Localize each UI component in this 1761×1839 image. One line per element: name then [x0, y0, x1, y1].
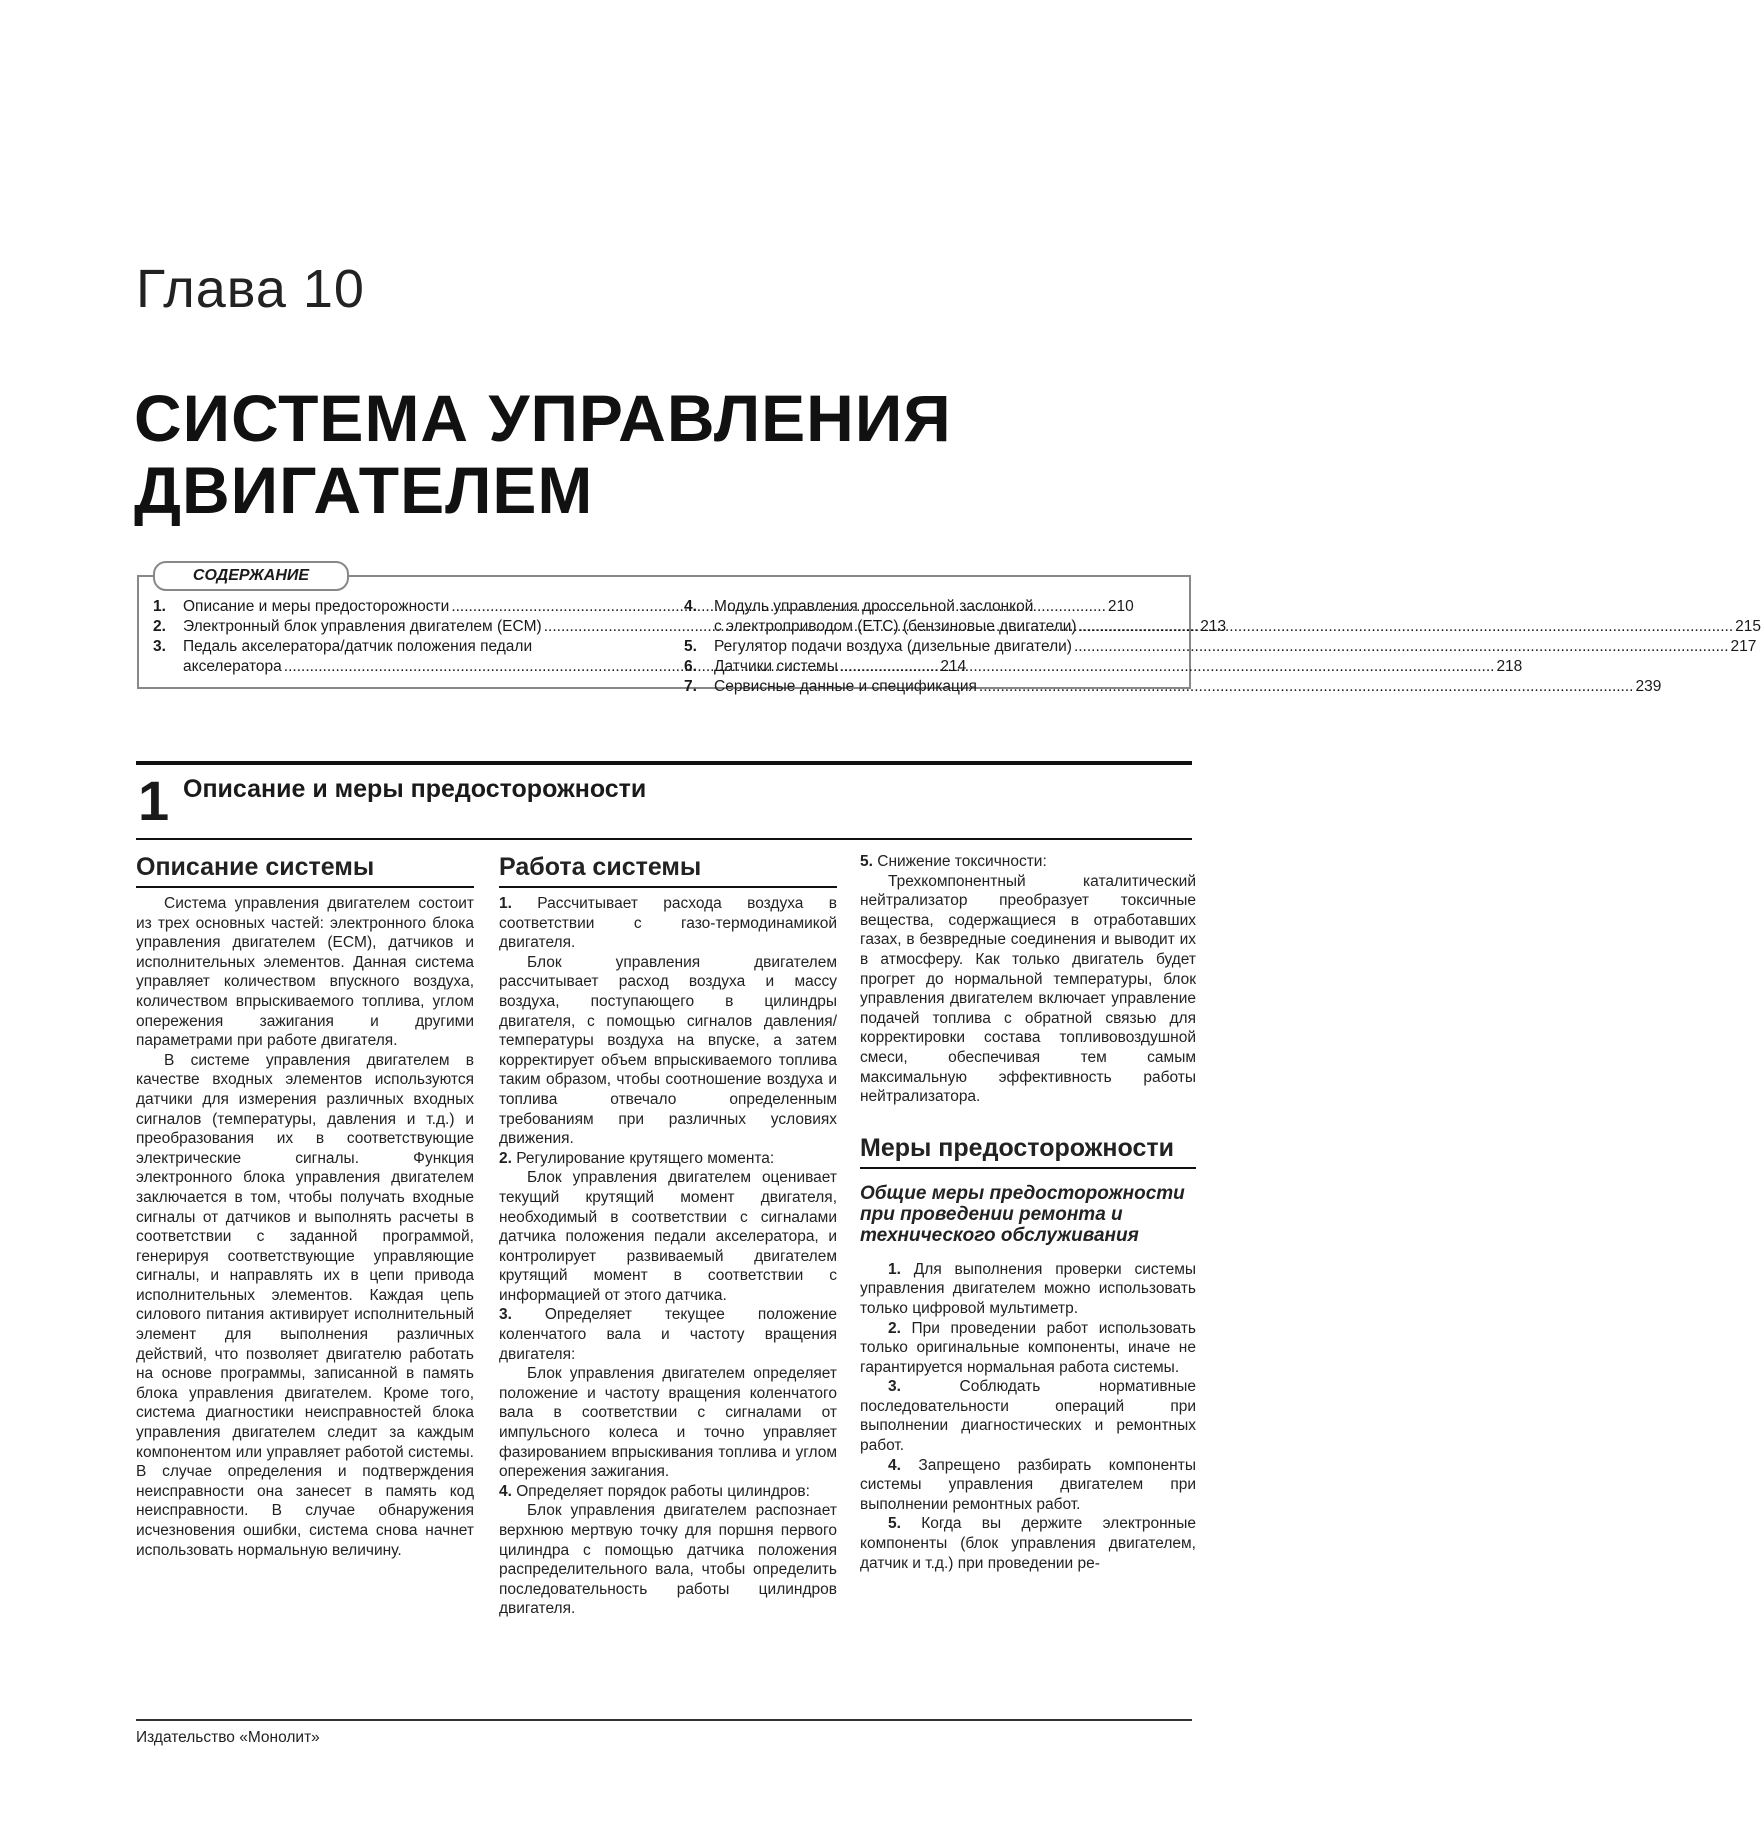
- list-item: [860, 1319, 1196, 1378]
- list-item: [499, 1149, 837, 1169]
- chapter-title: [134, 382, 952, 526]
- item-number: 1.: [888, 1260, 901, 1278]
- chapter-title-line-1: СИСТЕМА УПРАВЛЕНИЯ: [134, 381, 952, 455]
- column-3: [860, 852, 1196, 1573]
- paragraph: Блок управления двигателем определяет положение и частоту вращения коленчатого вала в соответствии с сигналами от импульсного колеса и точно управляет фазированием впрыскивания топлива и углом опережения зажигания.: [499, 1365, 837, 1481]
- precautions-list: [860, 1260, 1196, 1574]
- item-text: Определяет текущее положение коленчатого вала и частоту вращения двигателя:: [499, 1306, 837, 1363]
- heading-system-description: Описание системы: [136, 852, 474, 888]
- contents-item-line: [714, 617, 1761, 637]
- item-number: 5.: [888, 1515, 901, 1533]
- column-2: [499, 852, 837, 1619]
- item-number: 1.: [499, 895, 512, 912]
- list-item: [499, 1305, 837, 1364]
- contents-item-number: 4.: [684, 598, 697, 615]
- list-item: [860, 852, 1196, 872]
- item-text: Соблюдать нормативные последовательности операций при выполнении диагностических и ремонтных работ.: [860, 1378, 1196, 1455]
- paragraph: Блок управления двигателем распознает верхнюю мертвую точку для поршня первого цилиндра с помощью датчика положения распределительного вала, чтобы определить последовательность работы цилиндров двигателя.: [499, 1502, 837, 1618]
- contents-item-page: 239: [1635, 678, 1662, 695]
- subheading-general-precautions: Общие меры предосторожности при проведении ремонта и технического обслуживания: [860, 1182, 1185, 1246]
- contents-item-page: 213: [1200, 618, 1227, 635]
- item-text: Регулирование крутящего момента:: [516, 1149, 775, 1167]
- contents-item-text: Сервисные данные и спецификация: [714, 678, 977, 695]
- list-item: [860, 1377, 1196, 1455]
- contents-item-page: 217: [1730, 638, 1757, 655]
- contents-item-number: 3.: [153, 638, 166, 655]
- contents-dot-leader: [1074, 637, 1729, 657]
- contents-item-number: 6.: [684, 658, 697, 675]
- contents-item-page: 215: [1735, 618, 1761, 635]
- item-text: Определяет порядок работы цилиндров:: [516, 1482, 810, 1500]
- list-item: [860, 1514, 1196, 1573]
- contents-item-number: 5.: [684, 638, 697, 655]
- contents-item-line: [714, 677, 1661, 697]
- footer-rule: [136, 1719, 1192, 1721]
- list-item: [860, 1456, 1196, 1515]
- contents-item-number: 7.: [684, 678, 697, 695]
- item-number: 3.: [499, 1306, 512, 1324]
- chapter-label: Глава 10: [136, 259, 365, 319]
- contents-item-body: [714, 677, 1661, 697]
- publisher-footer: Издательство «Монолит»: [136, 1729, 320, 1746]
- paragraph: Блок управления двигателем оценивает текущий крутящий момент двигателя, необходимый в соответствии с сигналами датчика положения педали акселератора, и контролирует развиваемый двигателем крутящий момент в соответствии с информацией от этого датчика.: [499, 1169, 837, 1304]
- contents-item-line: [714, 657, 1522, 677]
- contents-item: [684, 677, 1662, 697]
- operation-list: [499, 894, 837, 1619]
- contents-item-text: Описание и меры предосторожности: [183, 598, 450, 615]
- contents-item-page: 218: [1496, 658, 1523, 675]
- item-number: 2.: [888, 1319, 901, 1337]
- item-number: 3.: [888, 1378, 901, 1396]
- contents-item-body: [714, 657, 1522, 677]
- contents-item-page: 210: [1107, 598, 1134, 615]
- contents-item-body: [714, 637, 1756, 657]
- section-title: Описание и меры предосторожности: [183, 775, 647, 803]
- chapter-title-line-2: ДВИГАТЕЛЕМ: [134, 453, 594, 527]
- contents-item: [684, 637, 1757, 657]
- contents-dot-leader: [1079, 617, 1734, 637]
- item-text: Запрещено разбирать компоненты системы управления двигателем при выполнении ремонтных работ.: [860, 1456, 1196, 1513]
- section-bottom-rule: [136, 838, 1192, 840]
- column-1: [136, 852, 474, 1560]
- contents-item-body: [714, 597, 1761, 637]
- contents-dot-leader: [840, 657, 1495, 677]
- section-number: 1: [138, 769, 170, 832]
- contents-item-text: акселератора: [183, 658, 282, 675]
- list-item: [499, 1482, 837, 1502]
- contents-tab-label: СОДЕРЖАНИЕ: [153, 561, 349, 591]
- item-number: 4.: [888, 1456, 901, 1474]
- contents-dot-leader: [979, 677, 1634, 697]
- contents-item-text: с электроприводом (ETC) (бензиновые двигатели): [714, 618, 1077, 635]
- item-number: 2.: [499, 1149, 512, 1167]
- heading-precautions: Меры предосторожности: [860, 1133, 1196, 1169]
- item-text: Рассчитывает расхода воздуха в соответствии с газо-термодинамикой двигателя.: [499, 895, 837, 952]
- contents-box: [137, 567, 1761, 695]
- contents-item-text: Электронный блок управления двигателем (ECM): [183, 618, 542, 635]
- paragraph: В системе управления двигателем в качестве входных элементов используются датчики для измерения различных входных сигналов (температуры, давления и т.д.) и преобразования их в соответствующие электрические сигналы. Функция электронного блока управления двигателем заключается в том, чтобы получать входные сигналы от датчиков и выполнять расчеты в соответствии с заданной программой, генерируя соответствующие управляющие сигналы, и направлять их в цепи привода исполнительных элементов. Каждая цепь силового питания активирует исполнительный элемент для выполнения различных действий, что позволяет двигателю работать на основе программы, записанной в память блока управления двигателем. Кроме того, система диагностики неисправностей блока управления двигателем следит за каждым компонентом или управляет работой системы. В случае определения и подтверждения неисправности она занесет в память код неисправности. В случае обнаружения исчезновения ошибки, система снова начнет использовать нормальную величину.: [136, 1051, 474, 1559]
- section-top-rule: [136, 761, 1192, 765]
- paragraph: Система управления двигателем состоит из трех основных частей: электронного блока управления двигателем (ECM), датчиков и исполнительных элементов. Данная система управляет количеством впускного воздуха, количеством впрыскиваемого топлива, углом опережения зажигания и другими параметрами при работе двигателя.: [136, 895, 474, 1050]
- contents-item-number: 2.: [153, 618, 166, 635]
- item-number: 5.: [860, 853, 873, 870]
- contents-item-line: [714, 637, 1756, 657]
- paragraph: Блок управления двигателем рассчитывает расход воздуха и массу воздуха, поступающего в цилиндры двигателя, с помощью сигналов давления/температуры воздуха на впуске, а затем корректирует объем впрыскиваемого топлива таким образом, чтобы соотношение воздуха и топлива отвечало определенным требованиям при различных условиях движения.: [499, 953, 837, 1148]
- list-item: [499, 894, 837, 953]
- item-number: 4.: [499, 1482, 512, 1500]
- contents-item-text: Датчики системы: [714, 658, 838, 675]
- item-text: Для выполнения проверки системы управления двигателем можно использовать только цифровой мультиметр.: [860, 1260, 1196, 1317]
- contents-item: [684, 657, 1523, 677]
- item-text: Снижение токсичности:: [877, 853, 1047, 870]
- contents-item-number: 1.: [153, 598, 166, 615]
- contents-item-text: Регулятор подачи воздуха (дизельные двигатели): [714, 638, 1072, 655]
- contents-item-line: [714, 597, 1761, 617]
- heading-system-operation: Работа системы: [499, 852, 837, 888]
- contents-item-text: Педаль акселератора/датчик положения педали: [183, 638, 533, 655]
- contents-item-text: Модуль управления дроссельной заслонкой: [714, 598, 1034, 615]
- contents-item-page: 214: [940, 658, 967, 675]
- item-text: При проведении работ использовать только оригинальные компоненты, иначе не гарантируется нормальная работа системы.: [860, 1319, 1196, 1376]
- paragraph: Трехкомпонентный каталитический нейтрализатор преобразует токсичные вещества, содержащиеся в отработавших газах, в безвредные соединения и выводит их в атмосферу. Как только двигатель будет прогрет до нормальной температуры, блок управления двигателем включает управление подачей топлива с обратной связью для корректировки состава топливовоздушной смеси, обеспечивая тем самым максимальную эффективность работы нейтрализатора.: [860, 872, 1196, 1106]
- list-item: [860, 1260, 1196, 1319]
- item-text: Когда вы держите электронные компоненты (блок управления двигателем, датчик и т.д.) при проведении ре-: [860, 1515, 1196, 1572]
